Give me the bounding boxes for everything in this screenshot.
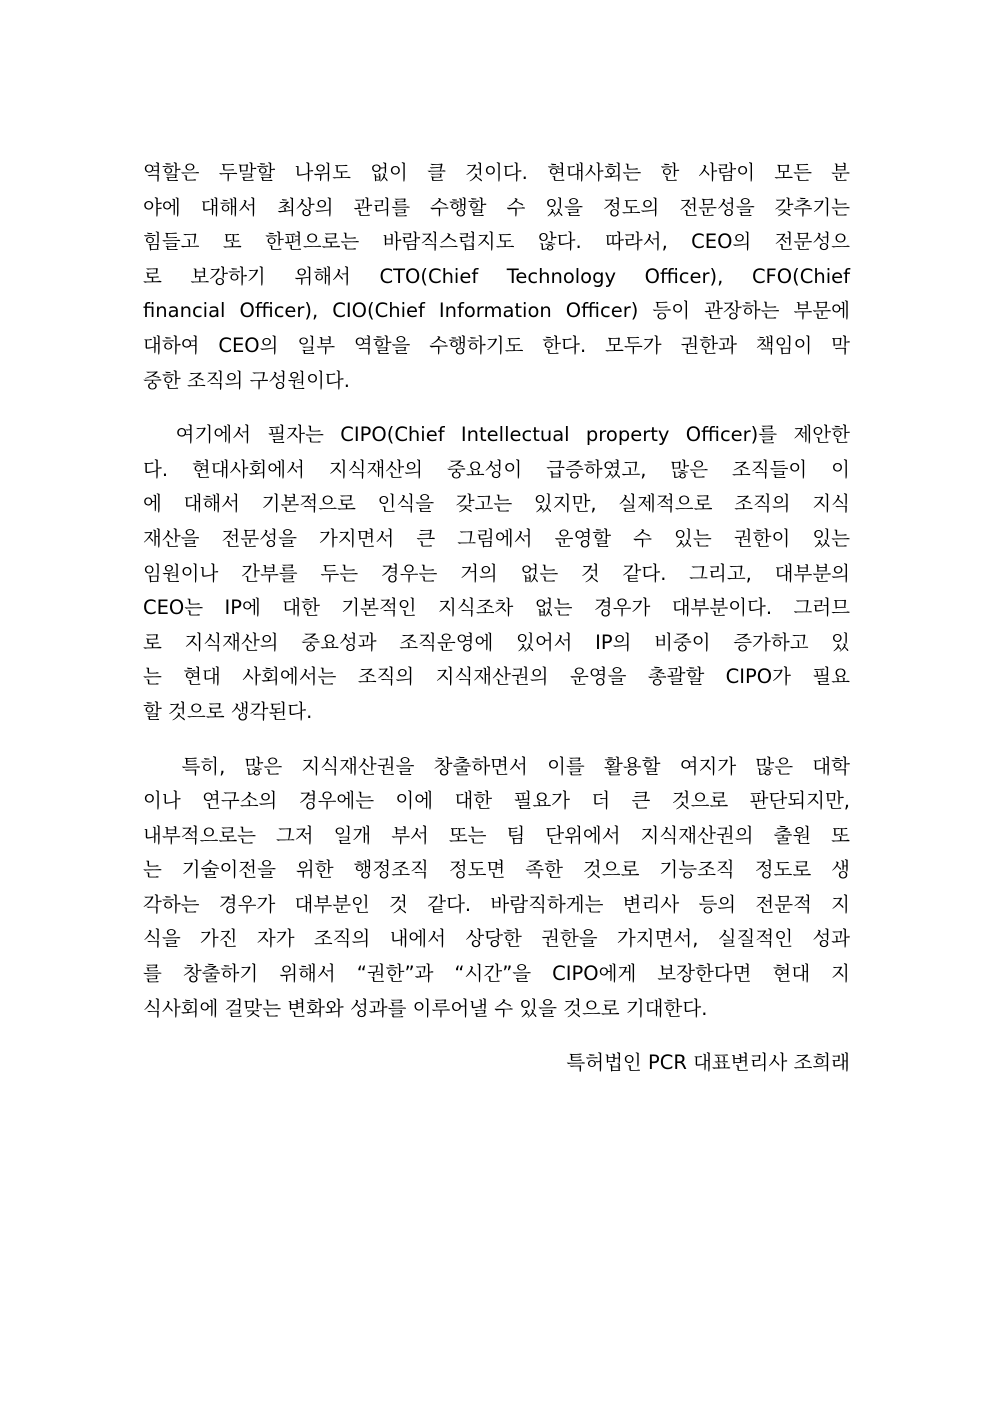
text-line: 중한 조직의 구성원이다. [143, 368, 350, 392]
text-line: 특히, 많은 지식재산권을 창출하면서 이를 활용할 여지가 많은 대학 [143, 754, 850, 778]
text-line: 할 것으로 생각된다. [143, 699, 313, 723]
document-body [143, 156, 850, 1081]
text-line: 는 현대 사회에서는 조직의 지식재산권의 운영을 총괄할 CIPO가 필요 [143, 665, 850, 689]
text-line: 식을 가진 자가 조직의 내에서 상당한 권한을 가지면서, 실질적인 성과 [143, 927, 850, 951]
text-line: 내부적으로는 그저 일개 부서 또는 팀 단위에서 지식재산권의 출원 또 [143, 823, 850, 847]
text-line: 로 보강하기 위해서 CTO(Chief Technology Officer), CFO(Chief [143, 264, 850, 288]
paragraph-1 [143, 156, 850, 398]
paragraph-3 [143, 750, 850, 1027]
text-line: 는 기술이전을 위한 행정조직 정도면 족한 것으로 기능조직 정도로 생 [143, 858, 850, 882]
text-line: 야에 대해서 최상의 관리를 수행할 수 있을 정도의 전문성을 갖추기는 [143, 195, 850, 219]
text-line: 식사회에 걸맞는 변화와 성과를 이루어낼 수 있을 것으로 기대한다. [143, 996, 708, 1020]
text-line: 에 대해서 기본적으로 인식을 갖고는 있지만, 실제적으로 조직의 지식 [143, 492, 850, 516]
text-line: CEO는 IP에 대한 기본적인 지식조차 없는 경우가 대부분이다. 그러므 [143, 596, 850, 620]
text-line: 재산을 전문성을 가지면서 큰 그림에서 운영할 수 있는 권한이 있는 [143, 526, 850, 550]
text-line: 대하여 CEO의 일부 역할을 수행하기도 한다. 모두가 권한과 책임이 막 [143, 333, 850, 357]
text-line: 각하는 경우가 대부분인 것 같다. 바람직하게는 변리사 등의 전문적 지 [143, 892, 850, 916]
text-line: 힘들고 또 한편으로는 바람직스럽지도 않다. 따라서, CEO의 전문성으 [143, 230, 850, 254]
text-line: 로 지식재산의 중요성과 조직운영에 있어서 IP의 비중이 증가하고 있 [143, 630, 850, 654]
paragraph-2 [143, 418, 850, 729]
text-line: 다. 현대사회에서 지식재산의 중요성이 급증하였고, 많은 조직들이 이 [143, 457, 850, 481]
text-line: 여기에서 필자는 CIPO(Chief Intellectual property Officer)를 제안한 [143, 423, 850, 447]
text-line: 이나 연구소의 경우에는 이에 대한 필요가 더 큰 것으로 판단되지만, [143, 789, 850, 813]
text-line: 임원이나 간부를 두는 경우는 거의 없는 것 같다. 그리고, 대부분의 [143, 561, 850, 585]
text-line: financial Officer), CIO(Chief Information Officer) 등이 관장하는 부문에 [143, 299, 850, 323]
author-signature: 특허법인 PCR 대표변리사 조희래 [566, 1051, 850, 1075]
text-line: 역할은 두말할 나위도 없이 클 것이다. 현대사회는 한 사람이 모든 분 [143, 161, 850, 184]
text-line: 를 창출하기 위해서 “권한”과 “시간”을 CIPO에게 보장한다면 현대 지 [143, 962, 850, 986]
